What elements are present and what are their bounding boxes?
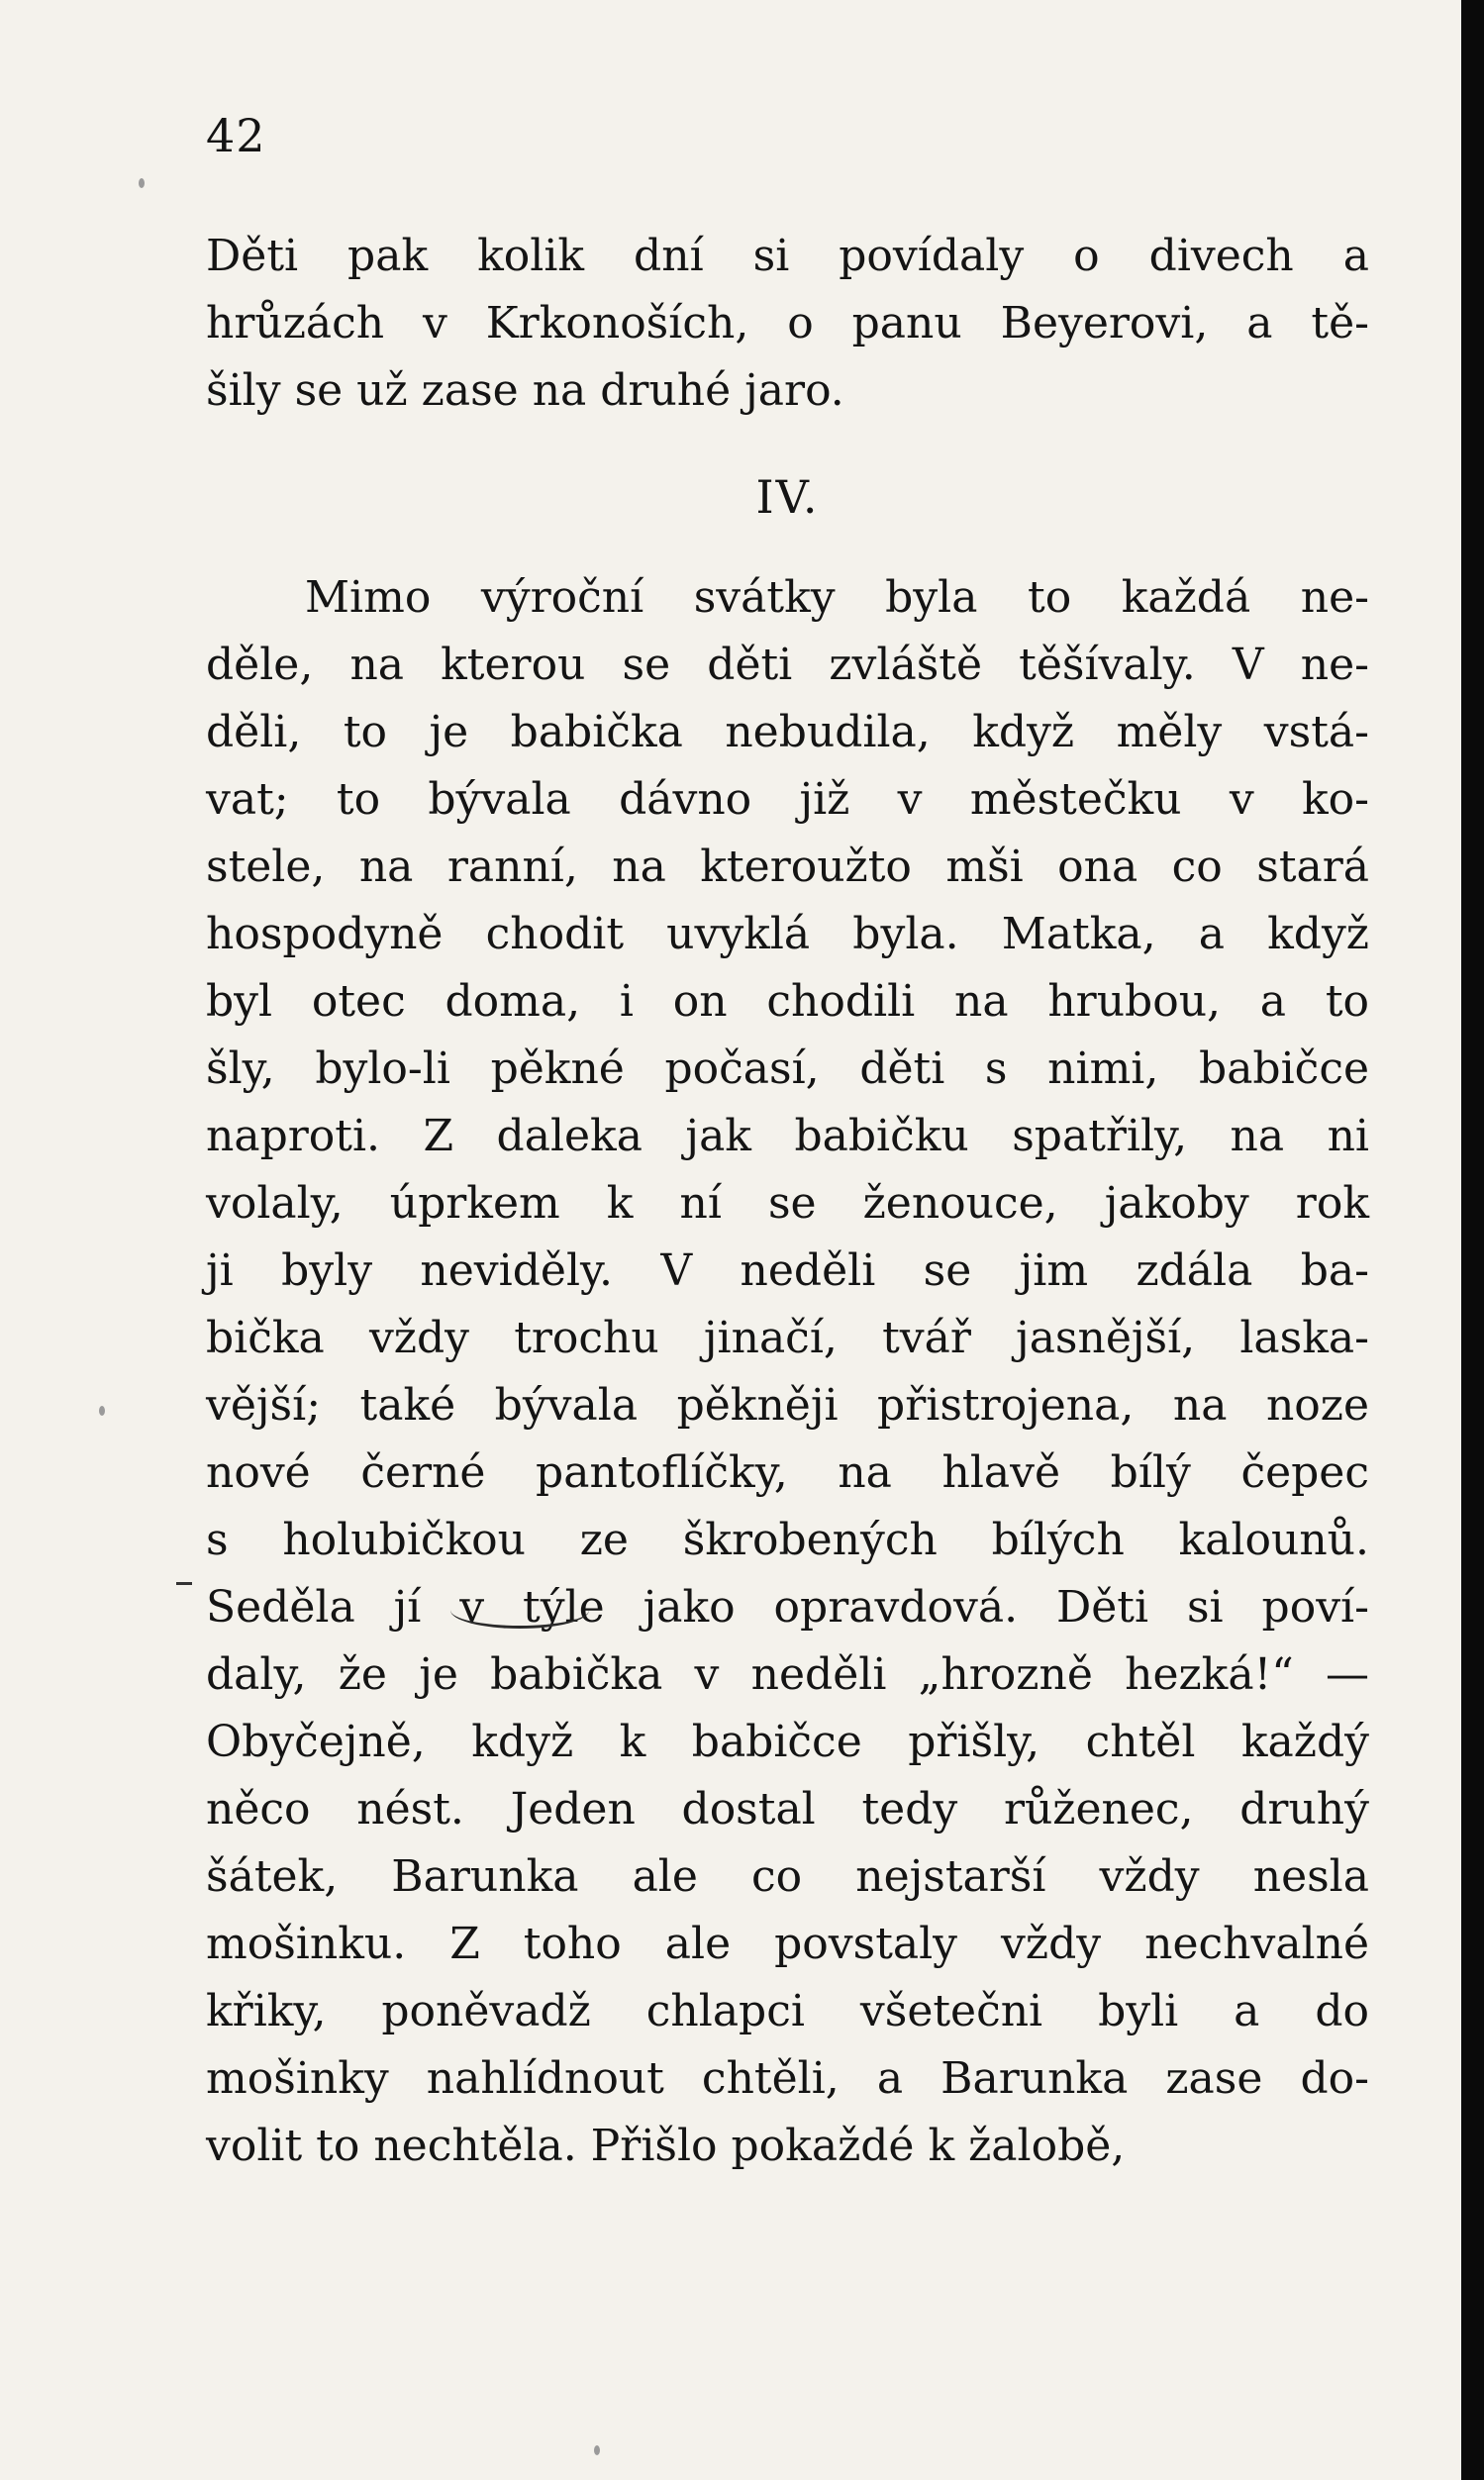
text-line: mošinku. Z toho ale povstaly vždy nechvalné (206, 1919, 1369, 1969)
text-line: něco nést. Jeden dostal tedy růženec, druhý (206, 1784, 1369, 1835)
text-line: mošinky nahlídnout chtěli, a Barunka zase do- (206, 2053, 1369, 2104)
section-heading: IV. (755, 470, 820, 524)
text-line: naproti. Z daleka jak babičku spatřily, na ni (206, 1111, 1369, 1161)
pencil-underline-mark (450, 1592, 589, 1629)
text-line: šily se už zase na druhé jaro. (206, 365, 844, 416)
text-line: ji byly neviděly. V neděli se jim zdála ba- (206, 1245, 1369, 1296)
text-line: Obyčejně, když k babičce přišly, chtěl každý (206, 1717, 1369, 1767)
text-line: děli, to je babička nebudila, když měly vstá- (206, 707, 1369, 757)
paragraph-1 (206, 223, 1369, 425)
text-line: volaly, úprkem k ní se ženouce, jakoby rok (206, 1178, 1369, 1229)
paper-speck (594, 2445, 600, 2455)
text-line: vější; také bývala pěkněji přistrojena, na noze (206, 1380, 1369, 1431)
text-line: křiky, poněvadž chlapci všetečni byli a do (206, 1986, 1369, 2036)
text-line: šly, bylo-li pěkné počasí, děti s nimi, babičce (206, 1043, 1369, 1094)
text-line: Mimo výroční svátky byla to každá ne- (305, 572, 1369, 623)
paper-speck (99, 1406, 105, 1416)
text-line: bička vždy trochu jinačí, tvář jasnější, laska- (206, 1313, 1369, 1363)
page-number: 42 (206, 109, 266, 162)
paragraph-2 (206, 564, 1369, 2180)
text-line: daly, že je babička v neděli „hrozně hezká!“ — (206, 1649, 1369, 1700)
text-line: Seděla jí v týle jako opravdová. Děti si poví- (206, 1582, 1369, 1633)
text-line: Děti pak kolik dní si povídaly o divech a (206, 231, 1369, 281)
text-line: nové černé pantoflíčky, na hlavě bílý čepec (206, 1447, 1369, 1498)
text-line: vat; to bývala dávno již v městečku v ko- (206, 774, 1369, 825)
text-line: hospodyně chodit uvyklá byla. Matka, a když (206, 909, 1369, 959)
text-line: byl otec doma, i on chodili na hrubou, a to (206, 976, 1369, 1027)
margin-dash-mark (176, 1582, 192, 1585)
paper-speck (139, 178, 145, 188)
text-line: volit to nechtěla. Přišlo pokaždé k žalobě, (206, 2121, 1126, 2171)
text-line: hrůzách v Krkonoších, o panu Beyerovi, a tě- (206, 298, 1369, 348)
text-line: děle, na kterou se děti zvláště těšívaly. V ne- (206, 640, 1369, 690)
scan-edge (1461, 0, 1484, 2480)
text-line: stele, na ranní, na kteroužto mši ona co stará (206, 842, 1369, 892)
text-line: s holubičkou ze škrobených bílých kalounů. (206, 1515, 1369, 1565)
text-line: šátek, Barunka ale co nejstarší vždy nesla (206, 1851, 1369, 1902)
